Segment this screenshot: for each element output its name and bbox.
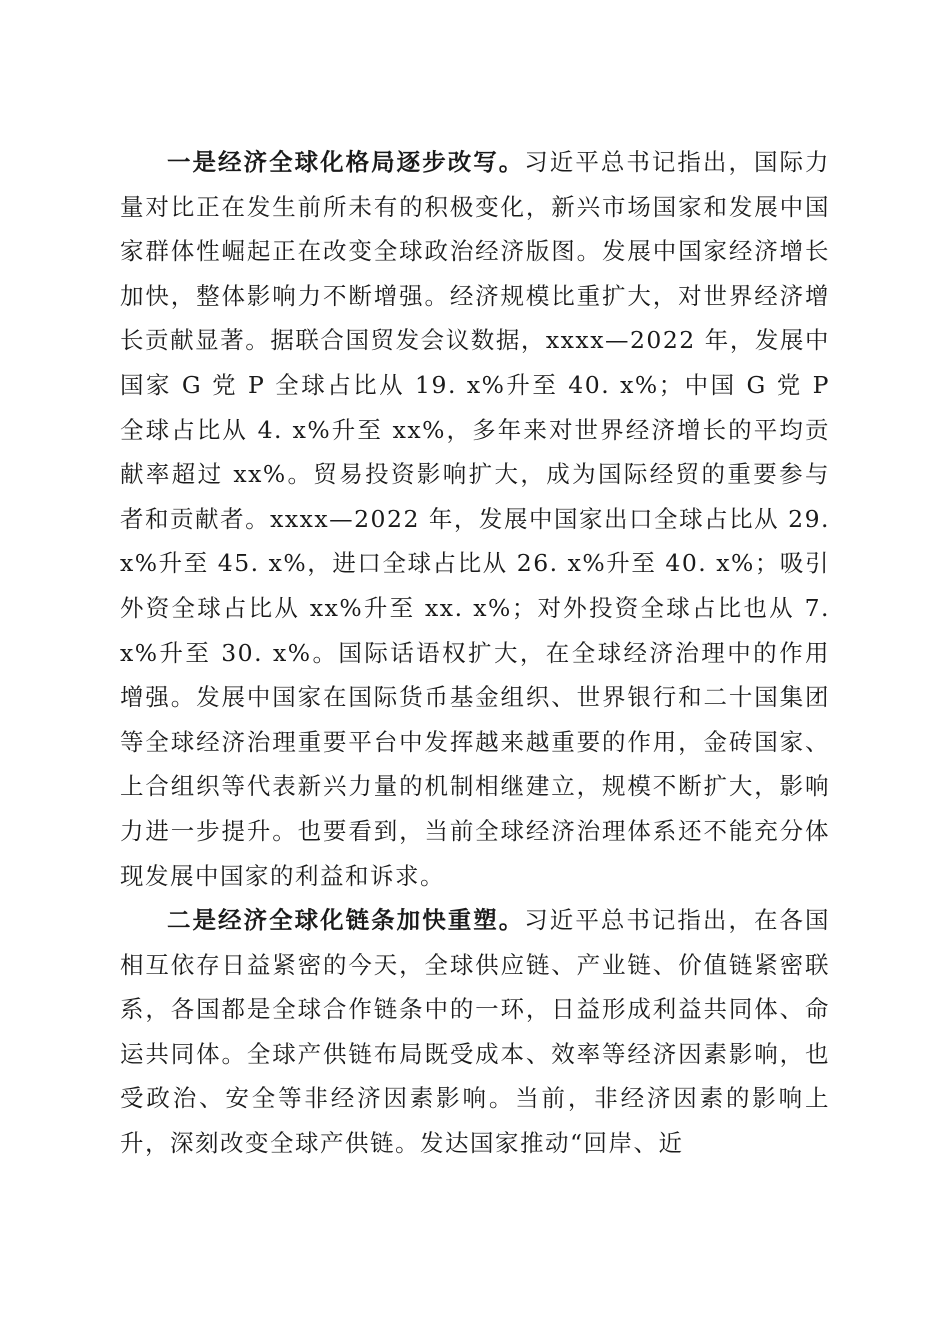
paragraph-1: [120, 140, 830, 898]
paragraph-2: [120, 898, 830, 1166]
paragraph-2-heading: 二是经济全球化链条加快重塑。: [167, 906, 525, 935]
paragraph-1-heading: 一是经济全球化格局逐步改写。: [167, 148, 525, 176]
paragraph-2-text: 习近平总书记指出，在各国相互依存日益紧密的今天，全球供应链、产业链、价值链紧密联系，各国都是全球合作链条中的一环，日益形成利益共同体、命运共同体。全球产供链布局既受成本、效率等经济因素影响，也受政治、安全等非经济因素影响。当前，非经济因素的影响上升，深刻改变全球产供链。发达国家推动“回岸、近: [120, 906, 831, 1158]
paragraph-1-text: 习近平总书记指出，国际力量对比正在发生前所未有的积极变化，新兴市场国家和发展中国家群体性崛起正在改变全球政治经济版图。发展中国家经济增长加快，整体影响力不断增强。经济规模比重扩大，对世界经济增长贡献显著。据联合国贸发会议数据，xxxx—2022 年，发展中国家 G 党 P 全球占比从 19. x%升至 40. x%；中国 G 党 P 全球占比从 4. x%升至 xx%，多年来对世界经济增长的平均贡献率超过 xx%。贸易投资影响扩大，成为国际经贸的重要参与者和贡献者。xxxx—2022 年，发展中国家出口全球占比从 29. x%升至 45. x%，进口全球占比从 26. x%升至 40. x%；吸引外资全球占比从 xx%升至 xx. x%；对外投资全球占比也从 7. x%升至 30. x%。国际话语权扩大，在全球经济治理中的作用增强。发展中国家在国际货币基金组织、世界银行和二十国集团等全球经济治理重要平台中发挥越来越重要的作用，金砖国家、上合组织等代表新兴力量的机制相继建立，规模不断扩大，影响力进一步提升。也要看到，当前全球经济治理体系还不能充分体现发展中国家的利益和诉求。: [120, 148, 831, 890]
document-body: [120, 140, 830, 1166]
